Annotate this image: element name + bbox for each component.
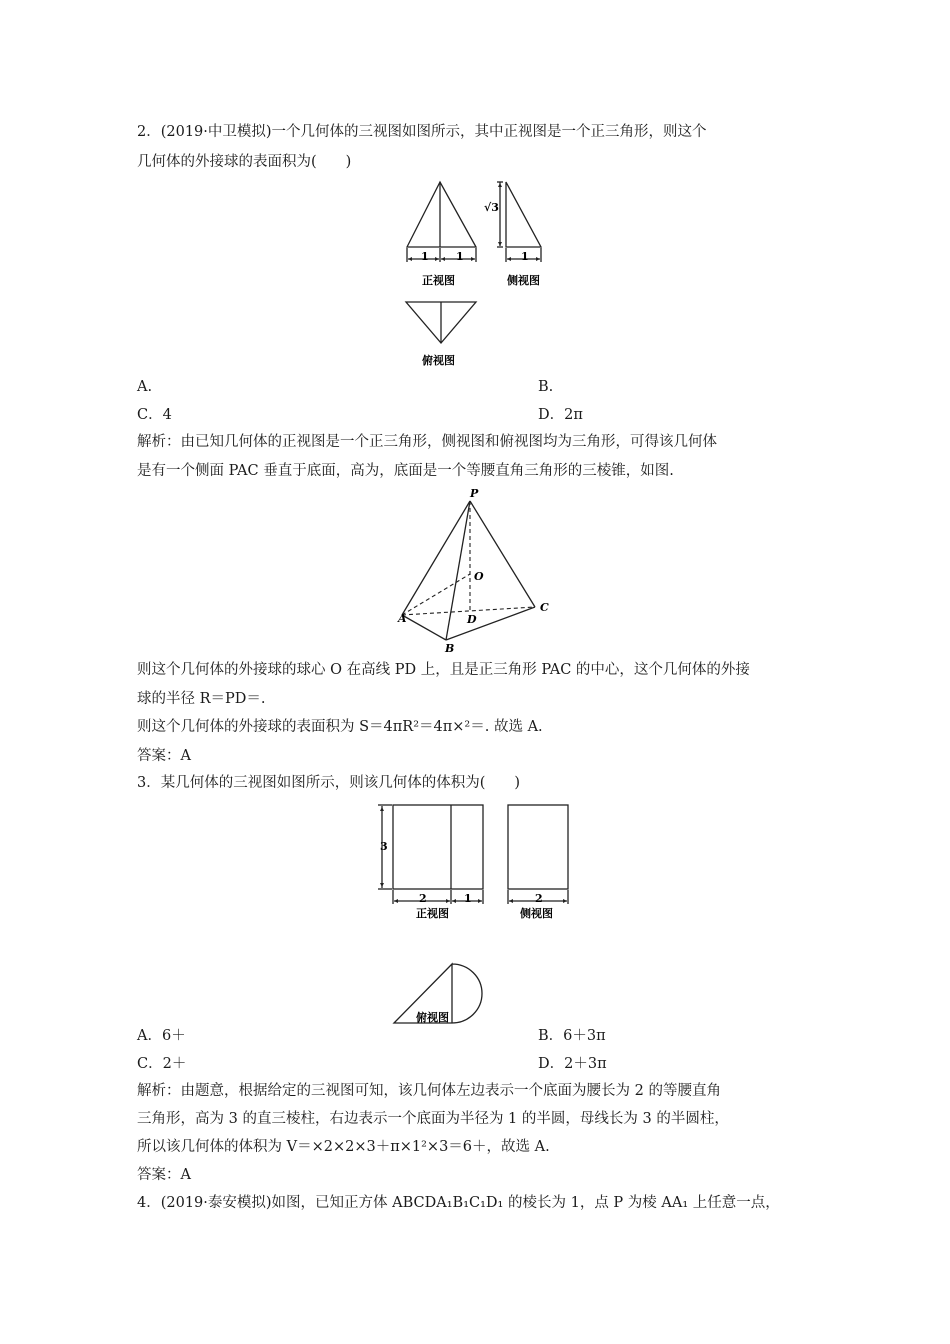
q3-side-dim-width: 2 bbox=[535, 892, 543, 905]
q2-front-dim-left: 1 bbox=[421, 250, 429, 263]
q2-front-dim-right: 1 bbox=[456, 250, 464, 263]
q3-front-dim-height: 3 bbox=[380, 840, 388, 853]
q2-solution-line2: 是有一个侧面 PAC 垂直于底面，高为，底面是一个等腰直角三角形的三棱锥，如图. bbox=[137, 463, 674, 479]
q2-three-view-figure bbox=[400, 178, 560, 368]
q3-side-view-rect bbox=[508, 805, 568, 889]
q3-stem: 3．某几何体的三视图如图所示，则该几何体的体积为( ) bbox=[137, 775, 521, 791]
q3-front-view-label: 正视图 bbox=[416, 907, 449, 920]
q3-option-b: B．6＋3π bbox=[538, 1028, 606, 1044]
q3-three-view-figure bbox=[370, 800, 590, 1025]
q3-top-view-label: 俯视图 bbox=[416, 1011, 449, 1024]
q2-stem-line2: 几何体的外接球的表面积为( ) bbox=[137, 154, 352, 170]
q3-option-d: D．2＋3π bbox=[538, 1056, 607, 1072]
q3-option-a: A．6＋ bbox=[137, 1028, 186, 1044]
q2-solution-line3: 则这个几何体的外接球的球心 O 在高线 PD 上，且是正三角形 PAC 的中心，这个几何体的外接 bbox=[137, 662, 750, 678]
q2-option-c: C．4 bbox=[137, 407, 172, 423]
q2-solution-line4: 球的半径 R＝PD＝. bbox=[137, 691, 266, 707]
q2-point-c: C bbox=[540, 601, 549, 614]
q2-answer: 答案：A bbox=[137, 748, 191, 764]
q3-front-view-rect bbox=[393, 805, 483, 889]
q3-answer: 答案：A bbox=[137, 1167, 191, 1183]
q3-solution-line1: 解析：由题意，根据给定的三视图可知，该几何体左边表示一个底面为腰长为 2 的等腰直角 bbox=[137, 1083, 721, 1099]
q2-option-d: D．2π bbox=[538, 407, 583, 423]
q2-point-a: A bbox=[398, 612, 407, 625]
q2-option-b: B. bbox=[538, 379, 554, 395]
q2-side-view-triangle bbox=[506, 182, 541, 247]
q2-solution-line5: 则这个几何体的外接球的表面积为 S＝4πR²＝4π×²＝. 故选 A. bbox=[137, 719, 543, 735]
q2-side-dim-bottom: 1 bbox=[521, 250, 529, 263]
q3-front-dim-right: 1 bbox=[464, 892, 472, 905]
q2-top-view-label: 俯视图 bbox=[422, 354, 455, 367]
q2-point-p: P bbox=[470, 487, 479, 500]
q2-side-dim-height: √3 bbox=[484, 201, 499, 214]
q3-side-view-label: 侧视图 bbox=[520, 907, 553, 920]
q2-side-view-label: 侧视图 bbox=[507, 274, 540, 287]
q3-solution-line2: 三角形，高为 3 的直三棱柱，右边表示一个底面为半径为 1 的半圆，母线长为 3 的半圆柱， bbox=[137, 1111, 729, 1127]
q2-point-b: B bbox=[445, 642, 455, 655]
q2-front-view-label: 正视图 bbox=[422, 274, 455, 287]
q2-point-d: D bbox=[467, 613, 477, 626]
q2-solution-line1: 解析：由已知几何体的正视图是一个正三角形，侧视图和俯视图均为三角形，可得该几何体 bbox=[137, 434, 717, 450]
q4-stem: 4．(2019·泰安模拟)如图，已知正方体 ABCDA₁B₁C₁D₁ 的棱长为 1，点 P 为棱 AA₁ 上任意一点， bbox=[137, 1195, 780, 1211]
q3-solution-line3: 所以该几何体的体积为 V＝×2×2×3＋π×1²×3＝6＋，故选 A. bbox=[137, 1139, 550, 1155]
q3-front-dim-left: 2 bbox=[419, 892, 427, 905]
q2-front-view-triangle bbox=[407, 182, 476, 247]
q2-point-o: O bbox=[474, 570, 484, 583]
q2-stem-line1: 2．(2019·中卫模拟)一个几何体的三视图如图所示，其中正视图是一个正三角形，则这个 bbox=[137, 124, 707, 140]
q3-option-c: C．2＋ bbox=[137, 1056, 187, 1072]
q2-pyramid-figure bbox=[390, 486, 570, 656]
q2-option-a: A. bbox=[137, 379, 153, 395]
